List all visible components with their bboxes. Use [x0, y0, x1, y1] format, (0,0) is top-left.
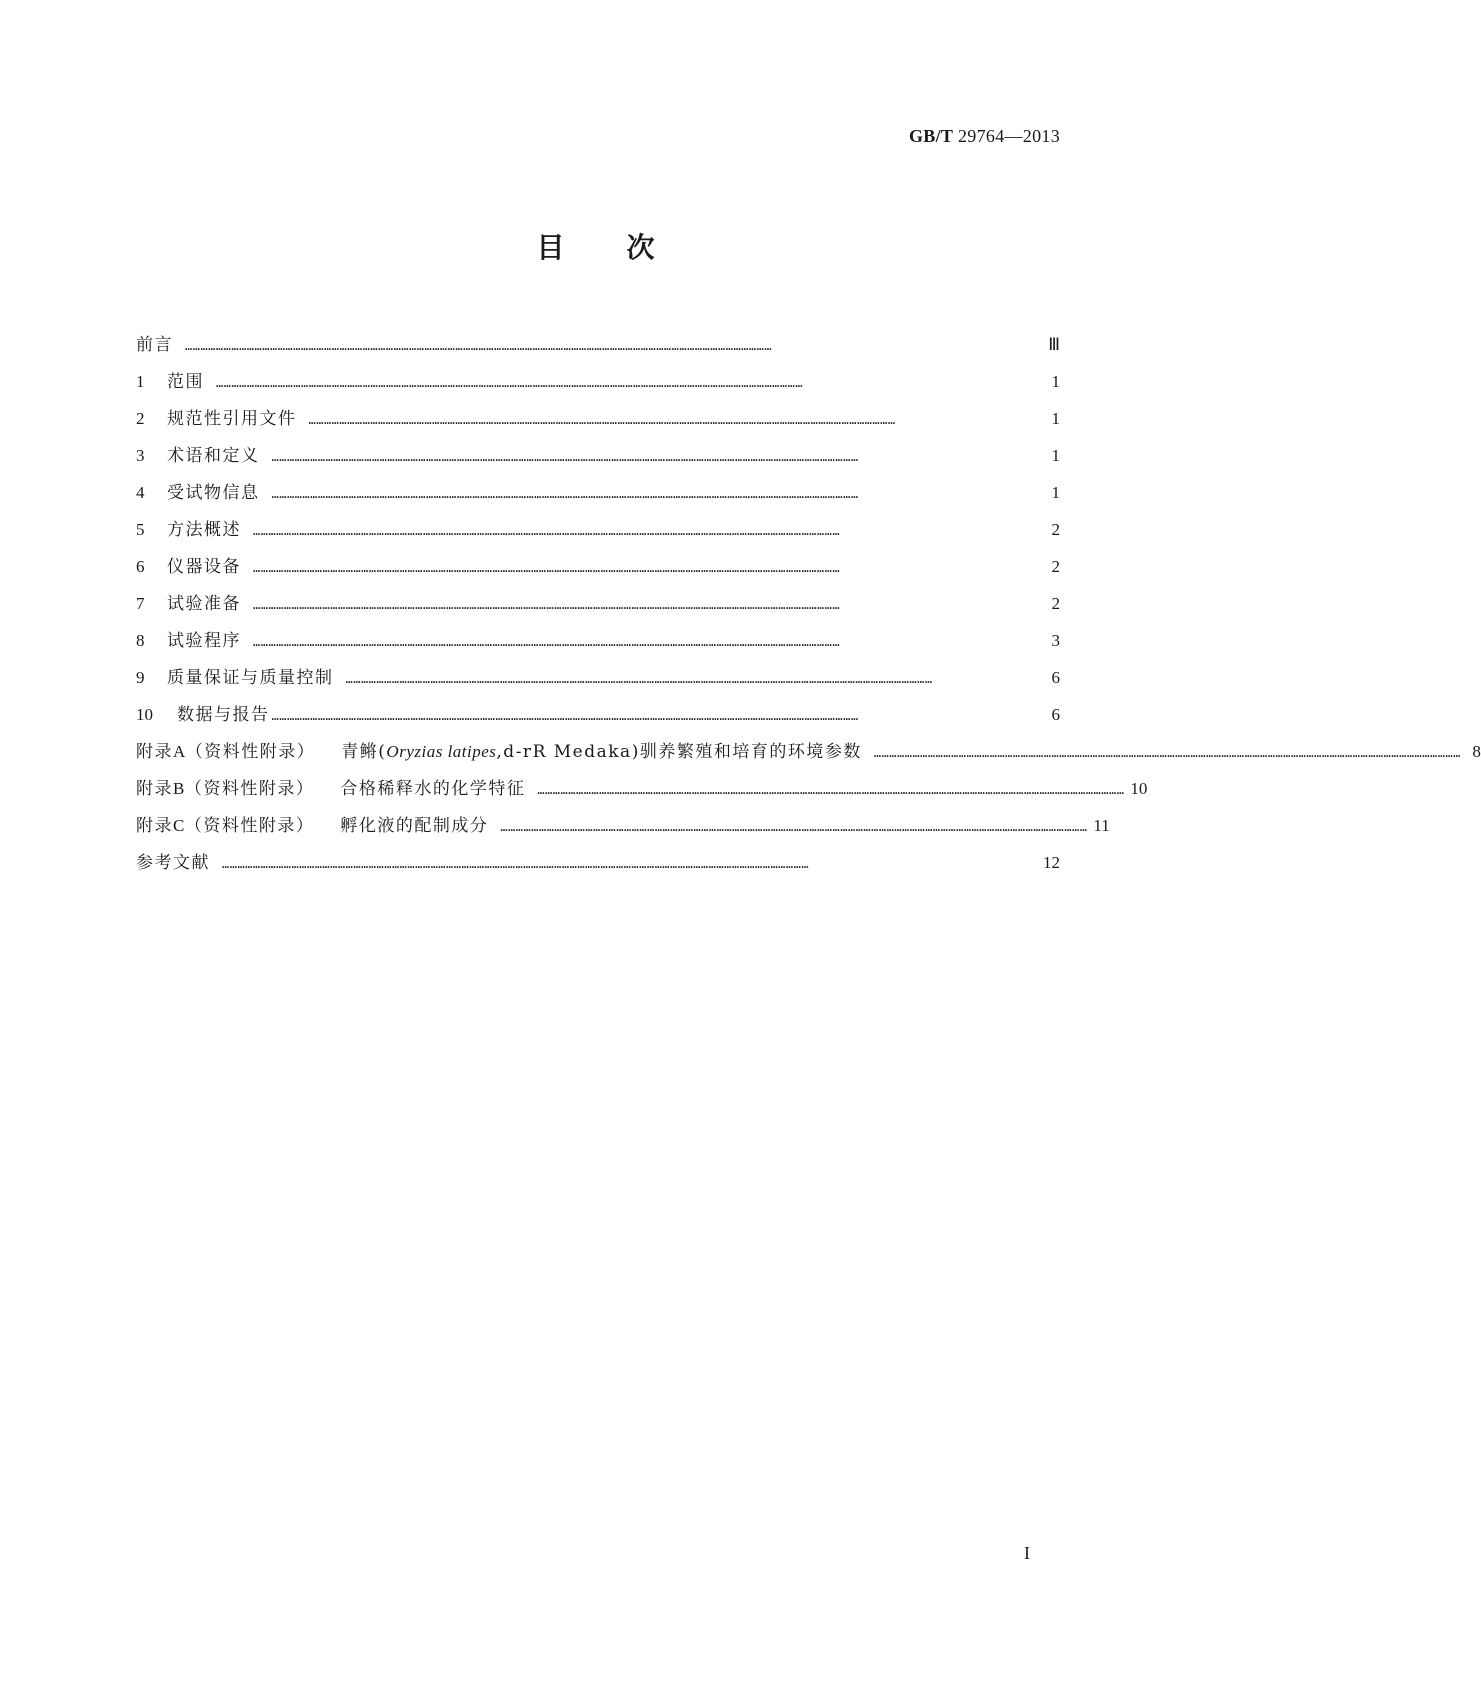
toc-entry-label [136, 733, 862, 771]
toc-leader-dots: ………………………………………………………………………………………………………………………………………………………………………………………………………… [271, 487, 859, 501]
toc-entry-3[interactable] [136, 437, 1060, 474]
appendix-type: （资料性附录） [185, 742, 316, 762]
toc-entry-number: 4 [136, 483, 145, 502]
toc-entry-8[interactable] [136, 622, 1060, 659]
toc-entry-label: 术语和定义 [167, 446, 260, 466]
toc-entry-2[interactable] [136, 400, 1060, 437]
toc-entry-label: 前言 [136, 335, 173, 355]
toc-entry-6[interactable] [136, 548, 1060, 585]
toc-leader-dots: ………………………………………………………………………………………………………………………………………………………………………………………………………… [185, 339, 773, 353]
standard-prefix: GB/T [908, 126, 954, 146]
appendix-title: 孵化液的配制成分 [340, 816, 489, 836]
toc-entry-page: 1 [1051, 372, 1060, 391]
standard-code [909, 126, 1060, 147]
appendix-type: （资料性附录） [184, 779, 315, 799]
toc-entry-label: 规范性引用文件 [167, 409, 297, 429]
toc-entry-label [136, 770, 525, 808]
page-number: I [1024, 1543, 1030, 1563]
toc-entry-7[interactable] [136, 585, 1060, 622]
toc-leader-dots: ………………………………………………………………………………………………………………………………………………………………………………………………………… [216, 376, 804, 390]
toc-entry-number: 1 [136, 372, 145, 391]
appendix-title-species: Oryzias latipes [386, 742, 497, 761]
toc-leader-dots: ………………………………………………………………………………………………………………………………………………………………………………………………………… [222, 857, 810, 871]
toc-entry-number: 7 [136, 594, 145, 613]
toc-entry-9[interactable] [136, 659, 1060, 696]
toc-entry-number: 9 [136, 668, 145, 687]
appendix-prefix: 附录 [136, 779, 173, 799]
toc-leader-dots: ………………………………………………………………………………………………………………………………………………………………………………………………………… [873, 746, 1461, 760]
appendix-prefix: 附录 [136, 742, 173, 762]
appendix-letter: C [173, 816, 185, 835]
appendix-letter: A [173, 742, 186, 761]
appendix-title: 合格稀释水的化学特征 [340, 779, 526, 799]
toc-entry-number: 3 [136, 446, 145, 465]
toc-entry-page: 6 [1051, 705, 1060, 724]
toc-leader-dots: ………………………………………………………………………………………………………………………………………………………………………………………………………… [308, 413, 896, 427]
toc-entry-4[interactable] [136, 474, 1060, 511]
appendix-title-start: 青鳉( [341, 742, 387, 762]
table-of-contents [136, 326, 1481, 881]
toc-entry-page: 8 [1472, 742, 1481, 761]
toc-entry-page: 11 [1093, 816, 1110, 835]
toc-entry-page: Ⅲ [1048, 335, 1060, 354]
appendix-letter: B [173, 779, 185, 798]
toc-leader-dots: ………………………………………………………………………………………………………………………………………………………………………………………………………… [537, 783, 1125, 797]
toc-leader-dots: ………………………………………………………………………………………………………………………………………………………………………………………………………… [271, 709, 859, 723]
toc-leader-dots: ………………………………………………………………………………………………………………………………………………………………………………………………………… [345, 672, 933, 686]
toc-leader-dots: ………………………………………………………………………………………………………………………………………………………………………………………………………… [253, 524, 841, 538]
toc-entry-appendix-c[interactable] [136, 807, 1110, 844]
toc-entry-number: 8 [136, 631, 145, 650]
toc-entry-label: 受试物信息 [167, 483, 260, 503]
toc-leader-dots: ………………………………………………………………………………………………………………………………………………………………………………………………………… [271, 450, 859, 464]
toc-entry-label: 试验准备 [167, 594, 241, 614]
appendix-type: （资料性附录） [184, 816, 315, 836]
page-title: 目次 [536, 231, 717, 264]
toc-entry-page: 1 [1051, 409, 1060, 428]
toc-entry-number: 5 [136, 520, 145, 539]
toc-entry-page: 10 [1130, 779, 1148, 798]
appendix-title-end: ,d-rR Medaka)驯养繁殖和培育的环境参数 [496, 742, 862, 762]
toc-entry-10[interactable] [136, 696, 1060, 733]
toc-entry-number: 2 [136, 409, 145, 428]
toc-entry-label: 仪器设备 [167, 557, 241, 577]
toc-entry-label: 范围 [167, 372, 204, 392]
toc-entry-page: 1 [1051, 446, 1060, 465]
toc-entry-number: 10 [136, 705, 153, 724]
toc-entry-page: 2 [1051, 520, 1060, 539]
toc-entry-page: 3 [1051, 631, 1060, 650]
toc-leader-dots: ………………………………………………………………………………………………………………………………………………………………………………………………………… [253, 598, 841, 612]
toc-leader-dots: ………………………………………………………………………………………………………………………………………………………………………………………………………… [253, 561, 841, 575]
toc-entry-label: 试验程序 [167, 631, 241, 651]
toc-entry-label: 质量保证与质量控制 [167, 668, 334, 688]
toc-entry-page: 12 [1043, 853, 1060, 872]
toc-entry-appendix-b[interactable] [136, 770, 1148, 807]
toc-entry-page: 6 [1051, 668, 1060, 687]
toc-entry-page: 1 [1051, 483, 1060, 502]
standard-number: 29764—2013 [958, 126, 1060, 146]
toc-leader-dots: ………………………………………………………………………………………………………………………………………………………………………………………………………… [253, 635, 841, 649]
toc-entry-label: 数据与报告 [177, 705, 270, 725]
toc-leader-dots: ………………………………………………………………………………………………………………………………………………………………………………………………………… [500, 820, 1088, 834]
toc-entry-label: 方法概述 [167, 520, 241, 540]
toc-entry-page: 2 [1051, 594, 1060, 613]
toc-entry-foreword[interactable] [136, 326, 1060, 363]
toc-entry-label: 参考文献 [136, 853, 210, 873]
toc-entry-number: 6 [136, 557, 145, 576]
toc-entry-5[interactable] [136, 511, 1060, 548]
toc-entry-page: 2 [1051, 557, 1060, 576]
toc-entry-references[interactable] [136, 844, 1060, 881]
toc-entry-1[interactable] [136, 363, 1060, 400]
toc-entry-label [136, 807, 488, 845]
toc-entry-appendix-a[interactable] [136, 733, 1481, 770]
appendix-prefix: 附录 [136, 816, 173, 836]
